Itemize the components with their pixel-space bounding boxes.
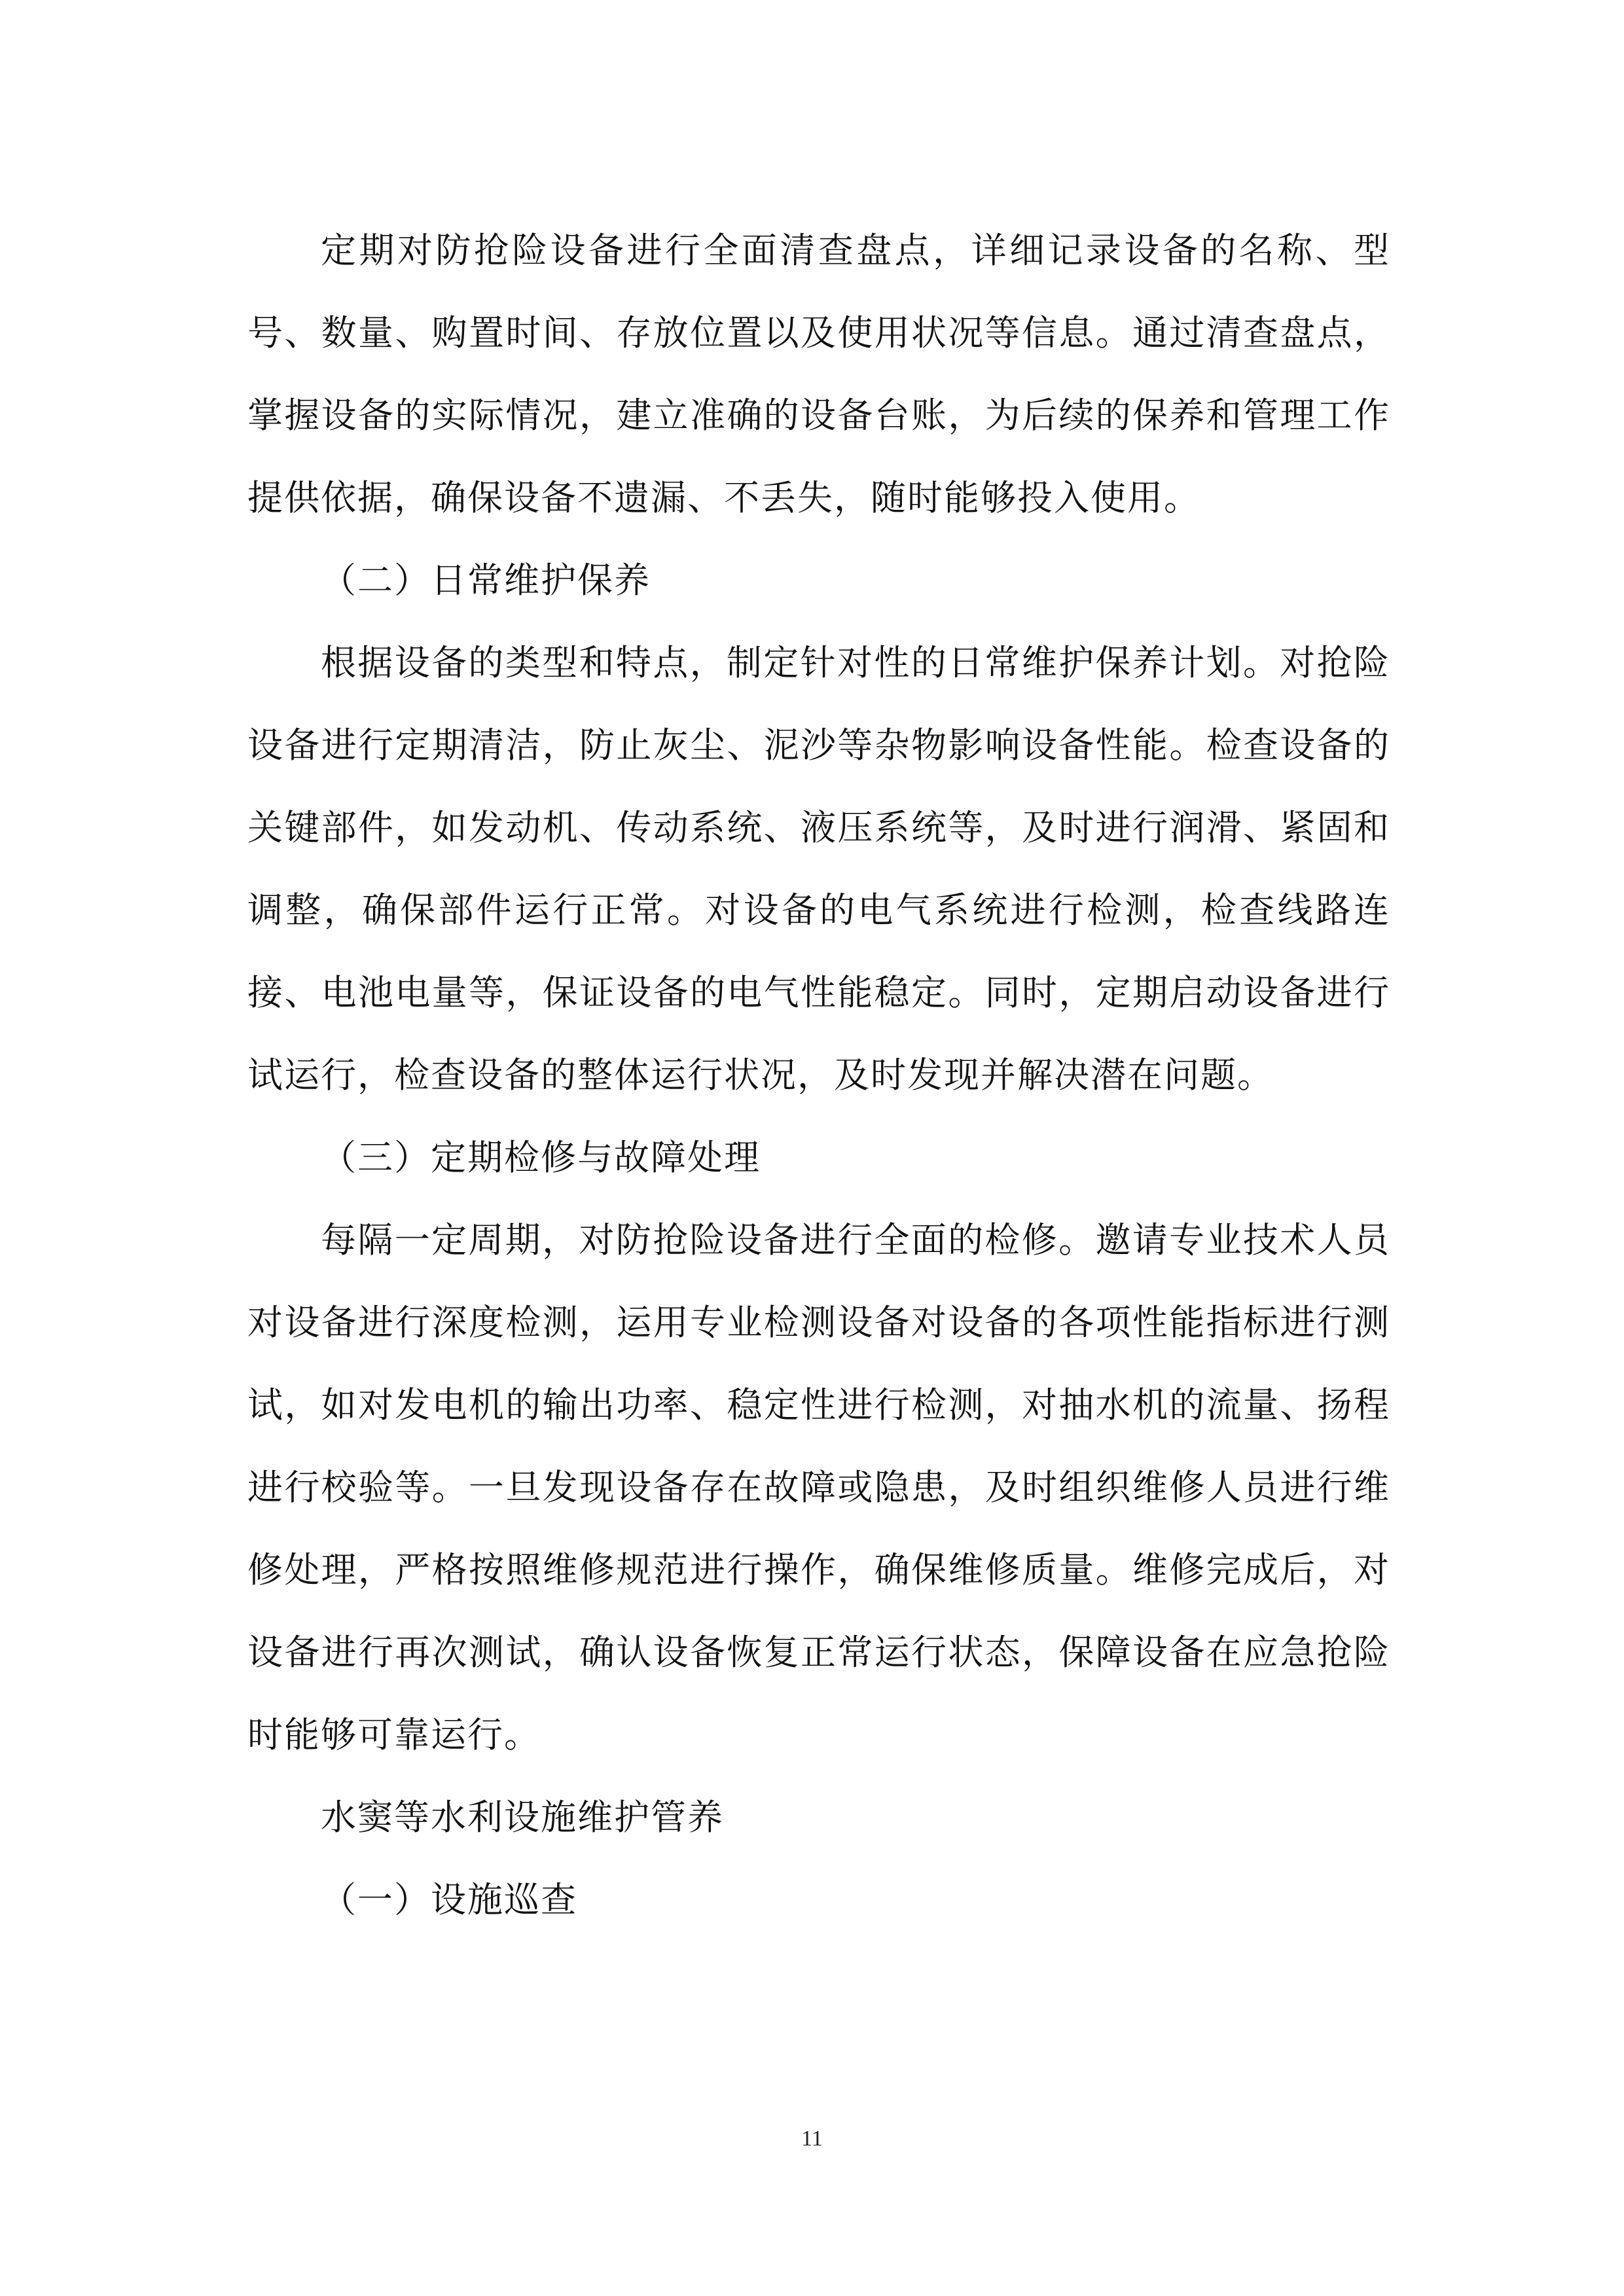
section-heading-periodic-overhaul: （三）定期检修与故障处理	[321, 1137, 761, 1178]
paragraph-periodic-overhaul: 每隔一定周期，对防抢险设备进行全面的检修。邀请专业技术人员对设备进行深度检测，运用专业检测设备对设备的各项性能指标进行测试，如对发电机的输出功率、稳定性进行检测，对抽水机的流量、扬程进行校验等。一旦发现设备存在故障或隐患，及时组织维修人员进行维修处理，严格按照维修规范进行操作，确保维修质量。维修完成后，对设备进行再次测试，确认设备恢复正常运行状态，保障设备在应急抢险时能够可靠运行。	[247, 1219, 1390, 1755]
section-heading-facility-inspection: （一）设施巡查	[321, 1879, 577, 1920]
section-heading-facility-maintenance: 水窦等水利设施维护管养	[321, 1797, 724, 1838]
paragraph-daily-maintenance: 根据设备的类型和特点，制定针对性的日常维护保养计划。对抢险设备进行定期清洁，防止灰尘、泥沙等杂物影响设备性能。检查设备的关键部件，如发动机、传动系统、液压系统等，及时进行润滑、紧固和调整，确保部件运行正常。对设备的电气系统进行检测，检查线路连接、电池电量等，保证设备的电气性能稳定。同时，定期启动设备进行试运行，检查设备的整体运行状况，及时发现并解决潜在问题。	[247, 642, 1390, 1096]
document-body	[247, 209, 1390, 1941]
page-number: 11	[801, 2126, 823, 2151]
paragraph-equipment-inventory: 定期对防抢险设备进行全面清查盘点，详细记录设备的名称、型号、数量、购置时间、存放位置以及使用状况等信息。通过清查盘点，掌握设备的实际情况，建立准确的设备台账，为后续的保养和管理工作提供依据，确保设备不遗漏、不丢失，随时能够投入使用。	[247, 230, 1390, 518]
section-heading-daily-maintenance: （二）日常维护保养	[321, 560, 651, 601]
